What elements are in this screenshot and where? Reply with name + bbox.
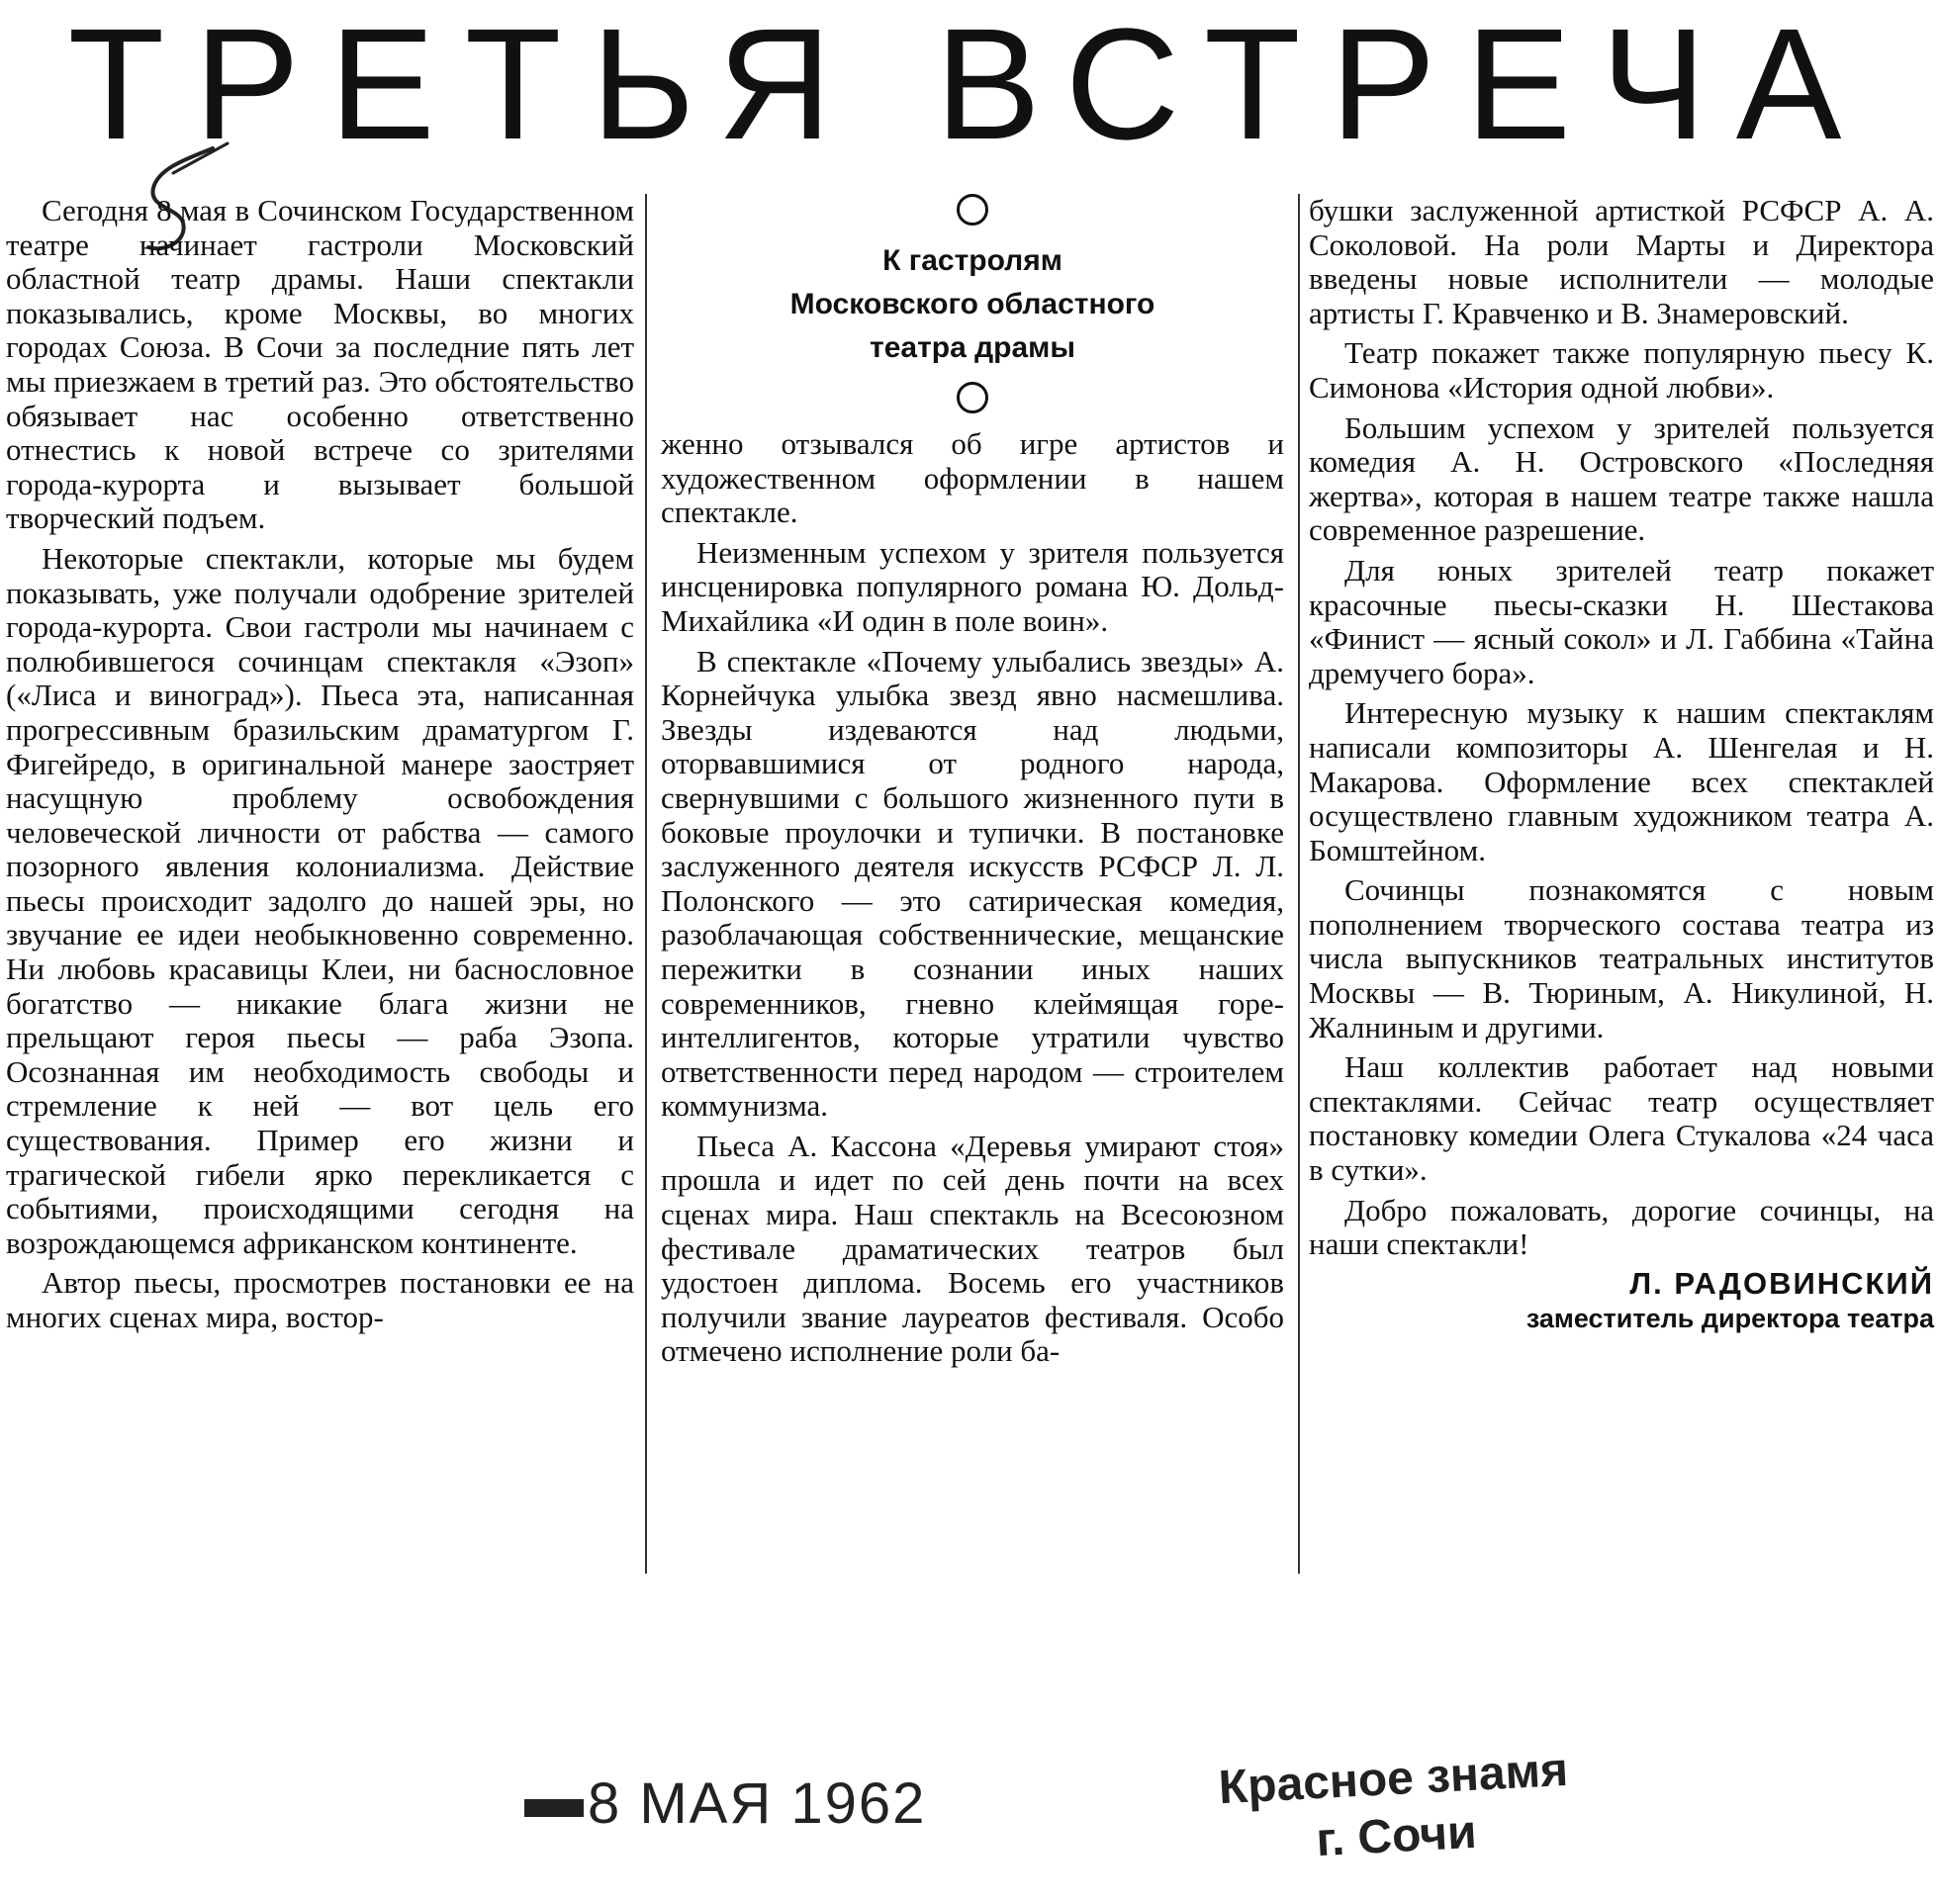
paragraph: Добро пожаловать, дорогие сочинцы, на наши спектакли! [1309,1192,1934,1262]
paragraph: Неизменным успехом у зрителя пользуется инсценировка популярного романа Ю. Дольд-Михайлика «И один в поле воин». [661,534,1284,638]
newspaper-stamp [1194,1741,1596,1876]
headline: ТРЕТЬЯ ВСТРЕЧА [67,0,1872,172]
subheading-line: К гастролям [882,244,1062,277]
subheading-line: Московского областного [789,288,1155,320]
paragraph: В спектакле «Почему улыбались звезды» А. Корнейчука улыбка звезд явно насмешлива. Звезды издеваются над людьми, оторвавшимися от родного народа, свернувшими с большого жизненного пути в боковые проулочки и тупички. В постановке заслуженного деятеля искусств РСФСР Л. Л. Полонского — это сатирическая комедия, разоблачающая собственнические, мещанские пережитки в сознании иных наших современников, гневно клеймящая горе-интеллигентов, которые утратили чувство ответственности перед народом — строителем коммунизма. [661,643,1284,1124]
article-column-1 [6,194,634,1335]
paragraph: Для юных зрителей театр покажет красочные пьесы-сказки Н. Шестакова «Финист — ясный сокол» и Л. Габбина «Тайна дремучего бора». [1309,552,1934,690]
stamp-bar-icon [524,1799,584,1817]
circle-ornament-icon [957,382,988,413]
paragraph: Интересную музыку к нашим спектаклям написали композиторы А. Шенгелая и Н. Макарова. Оформление всех спектаклей осуществлено главным художником театра А. Бомштейном. [1309,695,1934,867]
paragraph: Наш коллектив работает над новыми спектаклями. Сейчас театр осуществляет постановку комедии Олега Стукалова «24 часа в сутки». [1309,1049,1934,1188]
author-signature: Л. РАДОВИНСКИЙ [1629,1265,1934,1301]
paragraph: Сочинцы познакомятся с новым пополнением творческого состава театра из числа выпускников театральных институтов Москвы — В. Тюриным, А. Никулиной, Н. Жалниным и другими. [1309,872,1934,1044]
paragraph: Большим успехом у зрителей пользуется комедия А. Н. Островского «Последняя жертва», которая в нашем театре также нашла современное разрешение. [1309,409,1934,548]
paragraph: Сегодня 8 мая в Сочинском Государственном театре начинает гастроли Московский областной театр драмы. Наши спектакли показывались, кроме Москвы, во многих городах Союза. В Сочи за последние пять лет мы приезжаем в третий раз. Это обстоятельство обязывает нас особенно ответственно отнестись к новой встрече со зрителями города-курорта и вызывает большой творческий подъем. [6,193,634,536]
newspaper-city: г. Сочи [1315,1805,1478,1867]
paragraph: Некоторые спектакли, которые мы будем показывать, уже получали одобрение зрителей города-курорта. Свои гастроли мы начинаем с полюбившегося сочинцам спектакля «Эзоп» («Лиса и виноград»). Пьеса эта, написанная прогрессивным бразильским драматургом Г. Фигейредо, в оригинальной манере заостряет насущную проблему освобождения человеческой личности от рабства — самого позорного явления колониализма. Действие пьесы происходит задолго до нашей эры, но звучание ее идеи необыкновенно современно. Ни любовь красавицы Клеи, ни баснословное богатство — никакие блага жизни не прельщают героя пьесы — раба Эзопа. Осознанная им необходимость свободы и стремление к ней — вот цель его существования. Пример его жизни и трагической гибели ярко перекликается с событиями, происходящими сегодня на возрождающемся африканском континенте. [6,540,634,1260]
paragraph: Театр покажет также популярную пьесу К. Симонова «История одной любви». [1309,335,1934,405]
paragraph: женно отзывался об игре артистов и художественном оформлении в нашем спектакле. [661,426,1284,530]
circle-ornament-icon [957,194,988,226]
date-stamp [524,1770,926,1837]
paragraph: Автор пьесы, просмотрев постановки ее на многих сценах мира, востор- [6,1265,634,1334]
article-column-3 [1309,194,1934,1335]
newspaper-name: Красное знамя [1217,1743,1570,1815]
column-divider [1298,194,1300,1574]
column-divider [645,194,647,1574]
paragraph: Пьеса А. Кассона «Деревья умирают стоя» прошла и идет по сей день почти на всех сценах мира. Наш спектакль на Всесоюзном фестивале драматических театров был удостоен диплома. Восемь его участников получили звание лауреатов фестиваля. Особо отмечено исполнение роли ба- [661,1128,1284,1369]
date-stamp-text: 8 МАЯ 1962 [588,1771,927,1836]
article-column-2 [661,194,1284,1369]
subheading-line: театра драмы [870,331,1075,364]
author-position: заместитель директора театра [1525,1303,1934,1333]
paragraph: бушки заслуженной артисткой РСФСР А. А. Соколовой. На роли Марты и Директора введены новые исполнители — молодые артисты Г. Кравченко и В. Знамеровский. [1309,193,1934,330]
subheading [661,239,1284,370]
